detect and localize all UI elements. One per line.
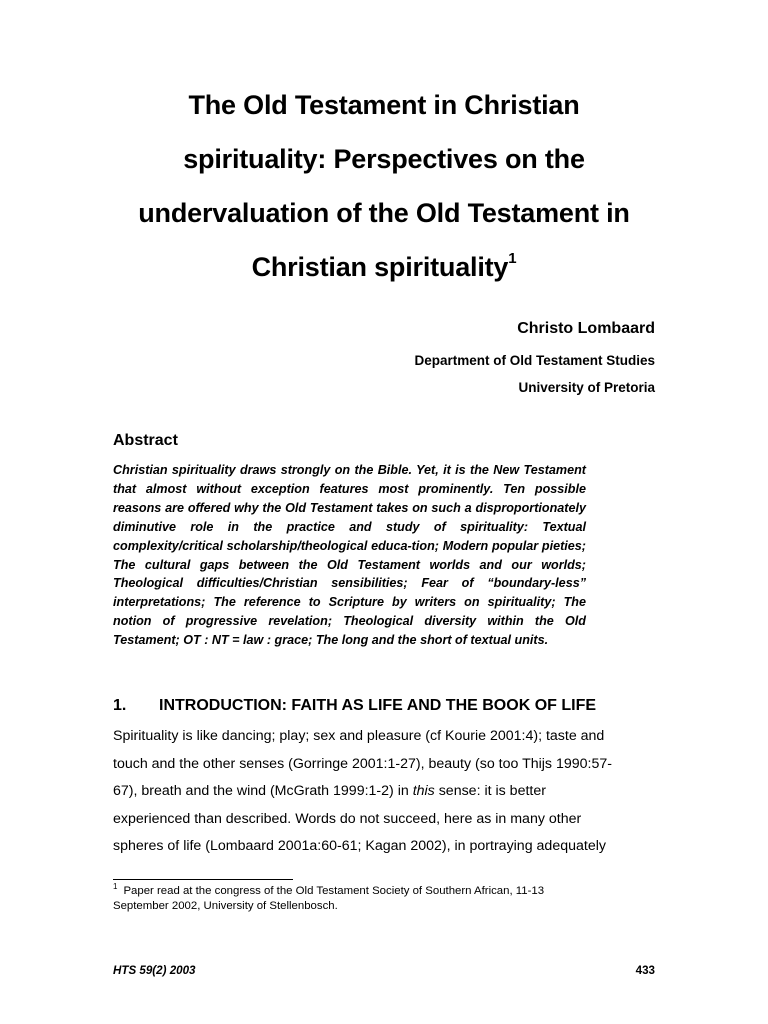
body-text-segment: 67), breath and the wind (McGrath 1999:1-2) in — [113, 783, 413, 799]
footnote-line — [113, 884, 658, 899]
section-title: INTRODUCTION: FAITH AS LIFE AND THE BOOK OF LIFE — [159, 697, 597, 714]
footnote — [113, 884, 658, 914]
body-line — [113, 778, 658, 806]
title-footnote-mark: 1 — [508, 250, 517, 267]
abstract-heading: Abstract — [113, 432, 178, 449]
body-line: experienced than described. Words do not succeed, here as in many other — [113, 810, 582, 827]
footnote-text: Paper read at the congress of the Old Testament Society of Southern African, 11-13 — [123, 885, 545, 897]
author-university: University of Pretoria — [518, 380, 655, 395]
footnote-mark: 1 — [113, 882, 118, 892]
page-number: 433 — [635, 964, 655, 977]
footnote-separator — [113, 879, 293, 880]
author-department: Department of Old Testament Studies — [414, 353, 655, 368]
title-line-text: Christian spirituality — [251, 252, 509, 282]
title-line: spirituality: Perspectives on the — [183, 144, 585, 174]
body-line: spheres of life (Lombaard 2001a:60-61; Kagan 2002), in portraying adequately — [113, 838, 606, 854]
abstract-text: Christian spirituality draws strongly on the Bible. Yet, it is the New Testament that almost without exception features most prominently. Ten possible reasons are offered why the Old Testament takes on such a disproportionately diminutive role in the practice and study of spirituality: Textual complexity/critical scholarship/theological educa-tion; Modern popular pieties; The cultural gaps between the Old Testament worlds and our worlds; Theological difficulties/Christian sensibilities; Fear of “boundary-less” interpretations; The reference to Scripture by writers on spirituality; The notion of progressive revelation; Theological diversity within the Old Testament; OT : NT = law : grace; The long and the short of textual units. — [113, 463, 586, 648]
journal-reference: HTS 59(2) 2003 — [113, 964, 196, 977]
paper-title — [100, 78, 668, 294]
body-paragraph — [113, 723, 658, 861]
body-text-segment: sense: it is better — [434, 783, 546, 799]
section-number: 1. — [113, 697, 127, 714]
body-emphasis: this — [412, 783, 435, 799]
footnote-line: September 2002, University of Stellenbosch. — [113, 900, 338, 912]
body-line: touch and the other senses (Gorringe 2001:1-27), beauty (so too Thijs 1990:57- — [113, 755, 612, 772]
title-line — [100, 240, 668, 294]
title-line: The Old Testament in Christian — [188, 90, 580, 120]
section-heading — [113, 697, 596, 715]
author-name: Christo Lombaard — [517, 320, 655, 337]
title-line: undervaluation of the Old Testament in — [138, 198, 630, 228]
body-line: Spirituality is like dancing; play; sex and pleasure (cf Kourie 2001:4); taste and — [113, 728, 605, 744]
